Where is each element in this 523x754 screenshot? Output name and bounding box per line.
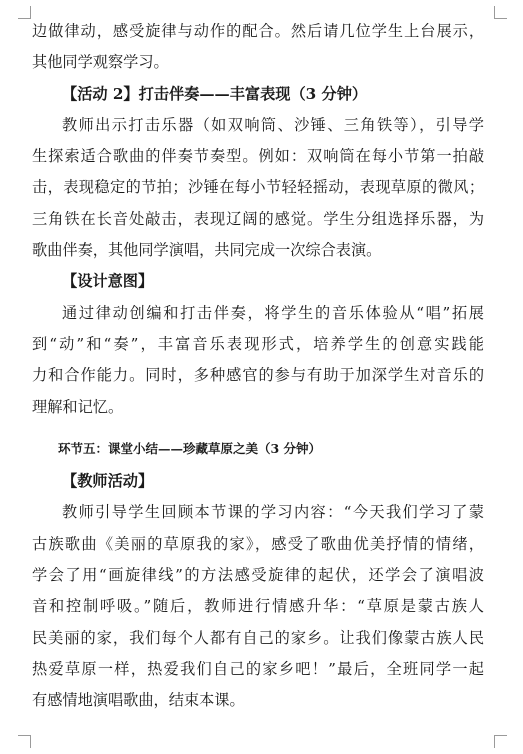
teacher-activity-heading-line: 【教师活动】 [62,472,154,491]
section-5-heading [32,433,484,464]
para-summary-line: 有感情地演唱歌曲，结束本课。 [32,691,245,710]
para-summary [32,497,484,716]
para-dance-end-line: 边做律动，感受旋律与动作的配合。然后请几位学生上台展示， [32,22,484,40]
para-summary-line: 民美丽的家，我们每个人都有自己的家乡。让我们像蒙古族人民 [32,628,484,647]
para-percussion-line: 三角铁在长音处敲击，表现辽阔的感觉。学生分组选择乐器，为 [32,209,484,228]
para-percussion [32,110,484,266]
para-summary-line: 热爱草原一样，热爱我们自己的家乡吧！”最后，全班同学一起 [32,659,484,678]
para-percussion-line: 击，表现稳定的节拍；沙锤在每小节轻轻摇动，表现草原的微风； [32,178,484,197]
margin-mark-top-right [494,6,507,19]
para-summary-line: 音和控制呼吸。”随后，教师进行情感升华：“草原是蒙古族人 [32,597,484,616]
design-intent-heading-line: 【设计意图】 [62,272,154,291]
margin-mark-bottom-left [18,735,31,748]
para-design-intent-line: 力和合作能力。同时，多种感官的参与有助于加深学生对音乐的 [32,366,484,385]
para-percussion-line: 歌曲伴奏，其他同学演唱，共同完成一次综合表演。 [32,241,382,260]
para-design-intent [32,298,484,423]
para-dance-end-line: 其他同学观察学习。 [32,53,169,72]
para-design-intent-line: 通过律动创编和打击伴奏，将学生的音乐体验从“唱”拓展 [62,303,484,322]
margin-mark-bottom-right [494,735,507,748]
margin-mark-top-left [18,6,31,19]
para-design-intent-line: 理解和记忆。 [32,397,124,416]
para-dance-end [32,16,484,79]
para-summary-line: 古族歌曲《美丽的草原我的家》，感受了歌曲优美抒情的情绪， [32,534,484,553]
teacher-activity-heading [32,466,484,497]
para-design-intent-line: 到“动”和“奏”，丰富音乐表现形式，培养学生的创意实践能 [32,334,484,353]
design-intent-heading [32,266,484,297]
para-percussion-line: 教师出示打击乐器（如双响筒、沙锤、三角铁等），引导学 [62,115,484,134]
document-body [32,16,484,717]
para-summary-line: 学会了用“画旋律线”的方法感受旋律的起伏，还学会了演唱波 [32,566,484,585]
section-5-heading-line: 环节五：课堂小结——珍藏草原之美（3 分钟） [58,440,322,456]
activity-2-heading-line: 【活动 2】打击伴奏——丰富表现（3 分钟） [62,84,368,103]
activity-2-heading [32,79,484,110]
para-summary-line: 教师引导学生回顾本节课的学习内容：“今天我们学习了蒙 [62,503,484,522]
para-percussion-line: 生探索适合歌曲的伴奏节奏型。例如：双响筒在每小节第一拍敲 [32,147,484,166]
